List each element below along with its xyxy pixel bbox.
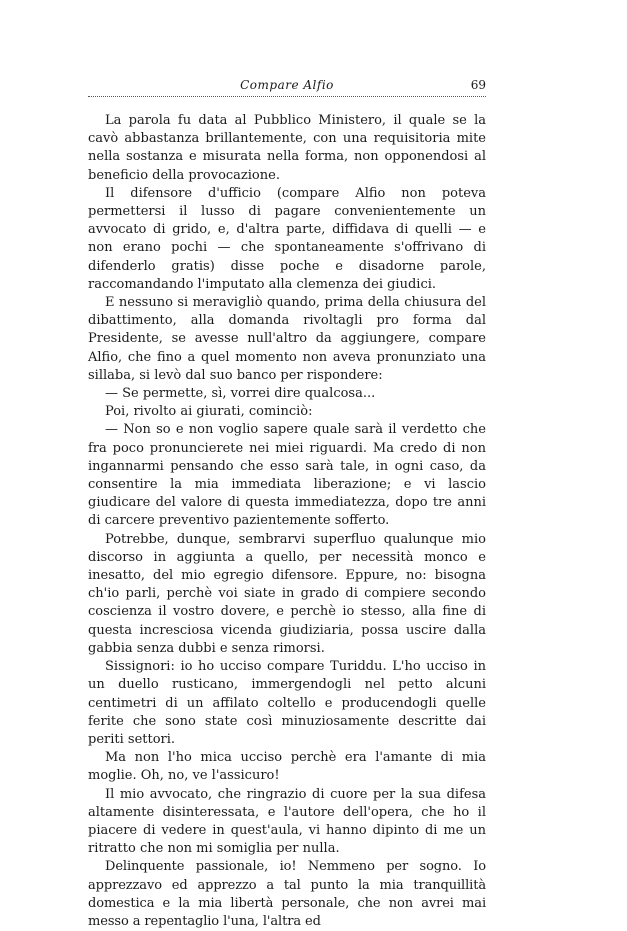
paragraph: Ma non l'ho mica ucciso perchè era l'amante di mia moglie. Oh, no, ve l'assicuro!	[88, 750, 486, 784]
paragraph: Sissignori: io ho ucciso compare Turiddu. L'ho ucciso in un duello rusticano, immergendogli nel petto alcuni centimetri di un affilato coltello e producendogli quelle ferite che sono state così minuziosamente descritte dai periti settori.	[88, 659, 486, 747]
paragraph: E nessuno si meravigliò quando, prima della chiusura del dibattimento, alla domanda rivoltagli pro forma dal Presidente, se avesse null'altro da aggiungere, compare Alfio, che fino a quel momento non aveva pronunziato una sillaba, si levò dal suo banco per rispondere:	[88, 295, 486, 383]
page-number: 69	[470, 78, 486, 92]
paragraph: Delinquente passionale, io! Nemmeno per sogno. Io apprezzavo ed apprezzo a tal punto la mia tranquillità domestica e la mia libertà personale, che non avrei mai messo a repentaglio l'una, l'altra ed	[88, 859, 486, 929]
paragraph: — Non so e non voglio sapere quale sarà il verdetto che fra poco pronuncierete nei miei riguardi. Ma credo di non ingannarmi pensando che esso sarà tale, in ogni caso, da consentire la mia immediata liberazione; e vi lascio giudicare del valore di questa immediatezza, dopo tre anni di carcere preventivo pazientemente sofferto.	[88, 422, 486, 529]
running-header	[88, 74, 486, 100]
paragraph: Il mio avvocato, che ringrazio di cuore per la sua difesa altamente disinteressata, e l'autore dell'opera, che ho il piacere di vedere in quest'aula, vi hanno dipinto di me un ritratto che non mi somiglia per nulla.	[88, 786, 486, 857]
paragraph: Potrebbe, dunque, sembrarvi superfluo qualunque mio discorso in aggiunta a quello, per necessità monco e inesatto, del mio egregio difensore. Eppure, no: bisogna ch'io parli, perchè voi siate in grado di compiere secondo coscienza il vostro dovere, e perchè io stesso, alla fine di questa incresciosa vicenda giudiziaria, possa uscire dalla gabbia senza dubbi e senza rimorsi.	[88, 531, 486, 656]
running-title: Compare Alfio	[240, 78, 334, 92]
paragraph: Il difensore d'ufficio (compare Alfio non poteva permettersi il lusso di pagare convenientemente un avvocato di grido, e, d'altra parte, diffidava di quelli — e non erano pochi — che spontaneamente s'offrivano di difenderlo gratis) disse poche e disadorne parole, raccomandando l'imputato alla clemenza dei giudici.	[88, 185, 486, 292]
paragraph: La parola fu data al Pubblico Ministero, il quale se la cavò abbastanza brillantemente, con una requisitoria mite nella sostanza e misurata nella forma, non opponendosi al beneficio della provocazione.	[88, 113, 486, 183]
paragraph: Poi, rivolto ai giurati, cominciò:	[105, 404, 313, 420]
body-text	[88, 112, 486, 931]
header-rule	[88, 96, 486, 97]
paragraph: — Se permette, sì, vorrei dire qualcosa...	[105, 386, 376, 402]
